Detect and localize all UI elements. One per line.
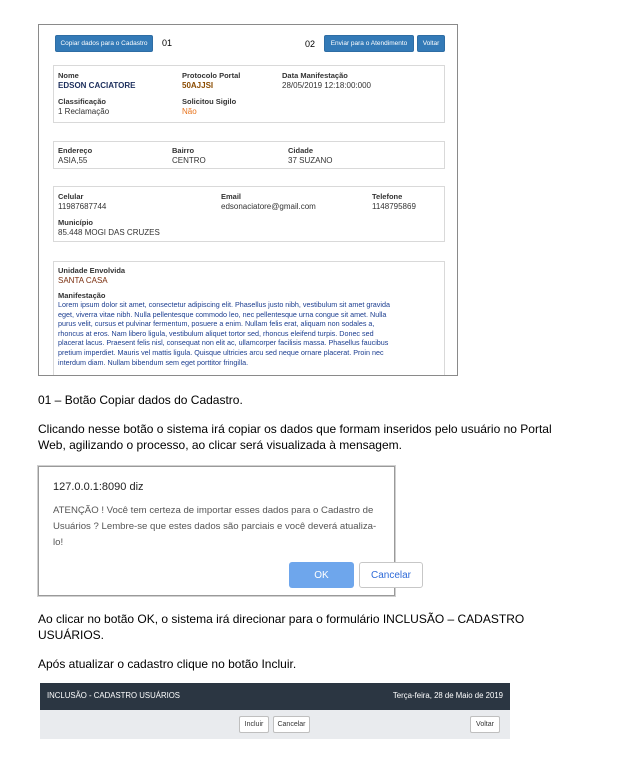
address-box bbox=[53, 141, 445, 169]
marker-01: 01 bbox=[162, 38, 173, 48]
nome-label: Nome bbox=[58, 71, 79, 80]
voltar-button[interactable]: Voltar bbox=[470, 716, 500, 733]
panel-toolbar bbox=[39, 25, 457, 61]
endereco-value: ASIA,55 bbox=[58, 156, 88, 165]
cidade-value: 37 SUZANO bbox=[288, 156, 333, 165]
form-title: INCLUSÃO - CADASTRO USUÁRIOS bbox=[47, 691, 181, 700]
bairro-value: CENTRO bbox=[172, 156, 206, 165]
classificacao-label: Classificação bbox=[58, 97, 106, 106]
email-label: Email bbox=[221, 192, 242, 201]
data-manifestacao-value: 28/05/2019 12:18:00:000 bbox=[282, 81, 371, 90]
celular-label: Celular bbox=[58, 192, 84, 201]
dialog-title: 127.0.0.1:8090 diz bbox=[53, 481, 144, 493]
contact-box bbox=[53, 186, 445, 242]
paragraph-3: Após atualizar o cadastro clique no botão Incluir. bbox=[38, 657, 297, 671]
sigilo-label: Solicitou Sigilo bbox=[182, 97, 237, 106]
protocolo-label: Protocolo Portal bbox=[182, 71, 241, 80]
municipio-label: Município bbox=[58, 218, 93, 227]
manifestacao-line: rhoncus at eros. Nam libero ligula, vestibulum aliquet tortor sed, rhoncus eleifend turpis. Donec sed bbox=[58, 328, 374, 338]
telefone-label: Telefone bbox=[372, 192, 403, 201]
marker-02: 02 bbox=[305, 39, 316, 49]
dialog-message: ATENÇÃO ! Você tem certeza de importar esses dados para o Cadastro de Usuários ? Lembre-se que estes dados são parciais e você deverá atualiza-lo! bbox=[53, 505, 377, 548]
incluir-button[interactable]: Incluir bbox=[239, 716, 269, 733]
cidade-label: Cidade bbox=[288, 146, 314, 155]
cancel-button[interactable]: Cancelar bbox=[359, 562, 423, 588]
telefone-value: 1148795869 bbox=[372, 202, 416, 211]
identification-box bbox=[53, 65, 445, 123]
sigilo-value: Não bbox=[182, 107, 197, 116]
manifestacao-line: purus velit, cursus et pulvinar fermentum, posuere a enim. Nullam felis erat, aliquam non sodales a, bbox=[58, 319, 375, 329]
send-to-service-button[interactable]: Enviar para o Atendimento bbox=[324, 35, 414, 52]
paragraph-1-line-1: Clicando nesse botão o sistema irá copiar os dados que formam inseridos pelo usuário no Portal bbox=[38, 422, 552, 436]
manifestacao-line: eget, viverra vitae nibh. Nulla pellentesque commodo leo, nec pellentesque urna congue sit amet. Nulla bbox=[58, 309, 387, 319]
unidade-label: Unidade Envolvida bbox=[58, 266, 126, 275]
paragraph-1-line-2: Web, agilizando o processo, ao clicar será visualizada à mensagem. bbox=[38, 438, 402, 452]
manifestacao-line: interdum diam. Nullam bibendum sem eget porttitor fringilla. bbox=[58, 357, 249, 367]
manifestation-box bbox=[53, 261, 445, 376]
paragraph-2-line-1: Ao clicar no botão OK, o sistema irá direcionar para o formulário INCLUSÃO – CADASTRO bbox=[38, 612, 525, 626]
manifestacao-label: Manifestação bbox=[58, 291, 106, 300]
email-value: edsonaciatore@gmail.com bbox=[221, 202, 316, 211]
manifestation-panel bbox=[38, 24, 458, 376]
caption-01: 01 – Botão Copiar dados do Cadastro. bbox=[38, 393, 243, 407]
manifestacao-line: Lorem ipsum dolor sit amet, consectetur adipiscing elit. Phasellus justo nibh, vestibulum sit amet gravida bbox=[58, 300, 390, 309]
manifestacao-line: pretium imperdiet. Mauris vel mattis ligula. Quisque ultricies arcu sed neque ornare placerat. Proin nec bbox=[58, 347, 384, 357]
cancelar-button[interactable]: Cancelar bbox=[273, 716, 310, 733]
bairro-label: Bairro bbox=[172, 146, 195, 155]
municipio-value: 85.448 MOGI DAS CRUZES bbox=[58, 228, 160, 237]
data-manifestacao-label: Data Manifestação bbox=[282, 71, 348, 80]
manifestacao-line: placerat lacus. Praesent felis nisl, consequat non elit ac, ullamcorper facilisis massa. Phasellus faucibus bbox=[58, 338, 389, 348]
ok-button[interactable]: OK bbox=[289, 562, 354, 588]
protocolo-value: 50AJJSI bbox=[182, 81, 214, 90]
back-button[interactable]: Voltar bbox=[417, 35, 445, 52]
copy-to-register-button[interactable]: Copiar dados para o Cadastro bbox=[55, 35, 153, 52]
paragraph-2-line-2: USUÁRIOS. bbox=[38, 628, 105, 642]
classificacao-value: 1 Reclamação bbox=[58, 107, 110, 116]
celular-value: 11987687744 bbox=[58, 202, 107, 211]
unidade-value: SANTA CASA bbox=[58, 276, 108, 285]
nome-value: EDSON CACIATORE bbox=[58, 81, 136, 90]
form-header bbox=[40, 683, 510, 710]
endereco-label: Endereço bbox=[58, 146, 93, 155]
manifestacao-text bbox=[58, 300, 390, 367]
form-date: Terça-feira, 28 de Maio de 2019 bbox=[392, 691, 503, 700]
form-header-bar bbox=[40, 683, 510, 739]
confirm-dialog bbox=[38, 466, 412, 596]
